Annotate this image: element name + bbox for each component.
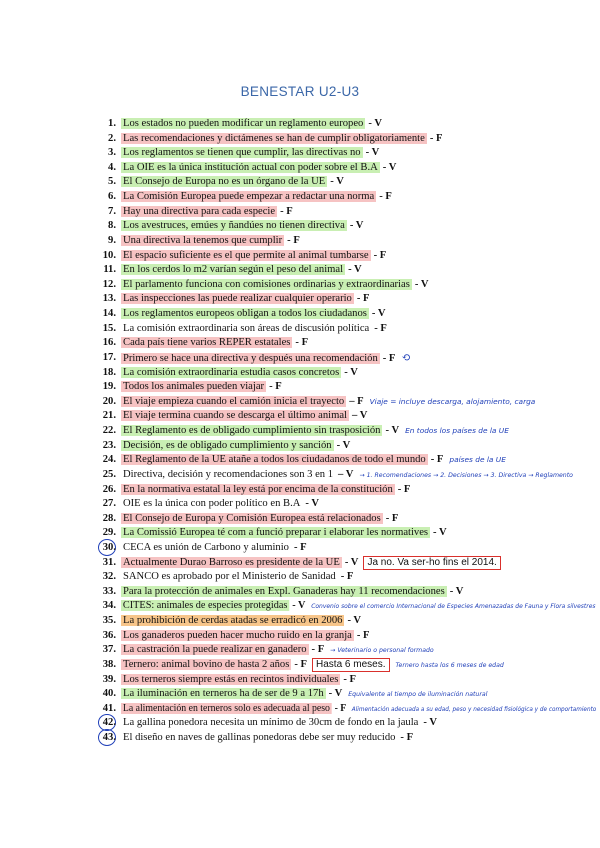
item-number: 29. (102, 527, 116, 539)
answer-label: - V (344, 556, 359, 568)
statement-text: Los ganaderos pueden hacer mucho ruido en la granja (123, 629, 352, 641)
refresh-icon: ⟲ (401, 351, 411, 364)
item-body (121, 614, 361, 629)
statement-text: El viaje termina cuando se descarga el último animal (123, 410, 347, 422)
item-body (121, 526, 447, 541)
item-number: 40. (102, 688, 116, 700)
correction-box: Ja no. Va ser-ho fins el 2014. (363, 556, 500, 570)
item-body (121, 439, 350, 454)
item-number: 34. (102, 600, 116, 612)
item-body (121, 716, 437, 731)
item-number: 36. (102, 629, 116, 641)
statement-text: Hay una directiva para cada especie (123, 205, 276, 217)
statement-text: Las recomendaciones y dictámenes se han de cumplir obligatoriamente (123, 132, 425, 144)
statement-text: SANCO es aprobado por el Ministerio de Sanidad (123, 571, 336, 583)
item-number: 11. (103, 264, 116, 276)
item-number: 16. (102, 337, 116, 349)
item-body (121, 658, 504, 674)
item-body (121, 351, 411, 367)
handwritten-note: → 1. Recomendaciones → 2. Decisiones → 3. Directiva → Reglamento (359, 471, 573, 479)
statement-text: Ternero: animal bovino de hasta 2 años (123, 658, 290, 670)
item-number: 31. (102, 556, 116, 568)
item-number: 41. (102, 702, 116, 714)
answer-label: - V (433, 527, 447, 539)
item-body (121, 132, 442, 147)
item-number: 7. (108, 205, 116, 217)
answer-label: - F (295, 337, 309, 349)
item-number: 13. (102, 293, 116, 305)
item-number: 33. (102, 585, 116, 597)
answer-label: - V (382, 161, 397, 173)
item-body (121, 395, 535, 410)
item-number: 39. (102, 673, 116, 685)
item-body (121, 278, 428, 293)
answer-label: - F (293, 541, 307, 553)
item-number: 8. (108, 220, 116, 232)
item-body (121, 629, 370, 644)
item-body (121, 219, 363, 234)
item-number: 32. (102, 571, 116, 583)
statement-text: Los estados no pueden modificar un reglamento europeo (123, 118, 364, 129)
item-number: 27. (102, 498, 116, 510)
answer-label: - F (311, 644, 325, 656)
item-number: 17. (102, 351, 116, 363)
answer-label: – V (338, 468, 354, 480)
handwritten-note: Alimentación adecuada a su edad, peso y necesidad fisiológica y de comportamiento (351, 705, 597, 713)
item-number: 14. (102, 308, 116, 320)
statement-text: Todos los animales pueden viajar (123, 381, 265, 393)
item-number: 1. (108, 118, 116, 129)
statement-text: Una directiva la tenemos que cumplir (123, 234, 283, 246)
item-body (121, 322, 387, 337)
statement-text: La castración la puede realizar en ganadero (123, 644, 307, 656)
item-number: 9. (108, 234, 116, 246)
answer-label: - F (374, 322, 387, 334)
statement-text: Decisión, es de obligado cumplimiento y sanción (123, 439, 332, 451)
item-body (121, 409, 367, 424)
item-number: 22. (102, 425, 116, 437)
item-number: 15. (102, 322, 116, 334)
item-number: 3. (108, 147, 116, 159)
statement-text: Primero se hace una directiva y después una recomendación (123, 352, 378, 364)
item-body (121, 599, 596, 615)
item-number: 2. (108, 132, 116, 144)
item-body (121, 424, 509, 439)
item-number: 4. (108, 161, 116, 173)
statement-text: El Consejo de Europa no es un órgano de la UE (123, 176, 326, 188)
handwritten-note: Equivalente al tiempo de iluminación natural (348, 691, 488, 699)
item-body (121, 117, 382, 132)
item-number: 42. (102, 717, 116, 729)
item-body (121, 585, 463, 600)
item-body (121, 263, 362, 278)
answer-label: - V (305, 498, 320, 510)
item-number: 18. (102, 366, 116, 378)
item-number: 35. (102, 615, 116, 627)
item-number: 37. (102, 644, 116, 656)
statement-text: La comisión extraordinaria estudia casos concretos (123, 366, 340, 378)
statement-text: La Comissió Europea té com a funció preparar i elaborar les normatives (123, 527, 429, 539)
answer-label: – F (349, 395, 364, 407)
answer-label: - F (294, 658, 308, 670)
item-body (121, 497, 319, 512)
statement-text: La alimentación en terneros solo es adecuada al peso (122, 702, 330, 714)
answer-label: - F (385, 512, 399, 524)
answer-label: - F (356, 293, 370, 305)
handwritten-note: países de la UE (449, 455, 506, 465)
statement-text: La Comisión Europea puede empezar a redactar una norma (123, 191, 375, 203)
item-body (121, 468, 573, 484)
item-body (121, 731, 413, 746)
statement-text: OIE es la única con poder político en B.A (123, 498, 301, 510)
statement-text: La comisión extraordinaria son áreas de discusión política (123, 322, 370, 334)
answer-label: - F (334, 702, 347, 714)
item-body (121, 541, 307, 556)
item-body (121, 249, 386, 264)
answer-label: - V (347, 615, 362, 627)
statement-text: Directiva, decisión y recomendaciones son 3 en 1 (123, 468, 334, 480)
statement-text: En la normativa estatal la ley está por encima de la constitución (123, 483, 393, 495)
item-body (121, 336, 308, 351)
answer-label: - F (429, 132, 443, 144)
handwritten-note: En todos los países de la UE (405, 426, 509, 436)
handwritten-note: → Veterinario o personal formado (330, 647, 434, 655)
item-number: 5. (108, 176, 116, 188)
item-number: 28. (102, 512, 116, 524)
item-number: 20. (102, 395, 116, 407)
answer-label: - F (356, 629, 370, 641)
handwritten-note: Ternero hasta los 6 meses de edad (395, 661, 504, 669)
item-body (121, 570, 353, 585)
answer-label: - F (379, 191, 392, 203)
answer-label: - V (368, 118, 382, 129)
answer-label: - V (328, 688, 343, 700)
item-body (121, 292, 370, 307)
statement-text: En los cerdos lo m2 varían según el peso del animal (123, 264, 344, 276)
statement-text: El Reglamento de la UE atañe a todos los ciudadanos de todo el mundo (123, 454, 426, 466)
answer-label: - V (371, 308, 386, 320)
item-number: 38. (102, 658, 116, 670)
item-body (121, 453, 506, 468)
statement-text: El viaje empieza cuando el camión inicia el trayecto (123, 395, 345, 407)
statement-text: La OIE es la única institución actual con poder sobre el B.A (123, 161, 378, 173)
statement-text: El espacio suficiente es el que permite al animal tumbarse (123, 249, 369, 261)
item-number: 30. (102, 541, 116, 553)
statement-text: La iluminación en terneros ha de ser de 9 a 17h (123, 688, 324, 700)
answer-label: - V (349, 220, 364, 232)
item-body (121, 366, 358, 381)
statement-text: La gallina ponedora necesita un mínimo de 30cm de fondo en la jaula (123, 717, 419, 729)
item-body (121, 307, 386, 322)
answer-label: - V (292, 600, 306, 612)
answer-label: - V (344, 366, 358, 378)
answer-label: - V (414, 278, 429, 290)
item-body (121, 702, 596, 718)
answer-label: - V (423, 717, 437, 729)
answer-label: - F (382, 352, 396, 364)
item-body (121, 190, 392, 205)
answer-label: - F (343, 673, 357, 685)
item-number: 10. (102, 249, 116, 261)
item-body (121, 673, 356, 688)
answer-label: - V (365, 147, 380, 159)
item-body (121, 556, 501, 571)
item-body (121, 161, 396, 176)
item-body (121, 512, 398, 527)
item-body (121, 687, 487, 703)
answer-label: - F (280, 205, 293, 217)
item-body (121, 234, 300, 249)
answer-label: - V (385, 425, 400, 437)
answer-label: - F (269, 381, 282, 393)
answer-label: - F (397, 483, 411, 495)
statement-text: Los terneros siempre estás en recintos individuales (123, 673, 339, 685)
statement-text: Los avestruces, emúes y ñandúes no tienen directiva (123, 220, 345, 232)
handwritten-note: Viaje = incluye descarga, alojamiento, carga (369, 396, 536, 406)
statement-text: Los reglamentos se tienen que cumplir, las directivas no (123, 147, 361, 159)
document-title: BENESTAR U2-U3 (240, 84, 360, 99)
correction-box: Hasta 6 meses. (312, 658, 389, 672)
item-body (121, 483, 410, 498)
statement-text: Cada país tiene varios REPER estatales (123, 337, 291, 349)
statement-text: La prohibición de cerdas atadas se erradicó en 2006 (123, 615, 343, 627)
answer-label: - V (449, 585, 464, 597)
answer-label: – V (351, 410, 368, 422)
statement-text: CITES: animales de especies protegidas (122, 600, 288, 612)
answer-label: - F (340, 571, 354, 583)
answer-label: - F (400, 732, 414, 744)
item-body (121, 643, 434, 659)
item-number: 6. (108, 191, 116, 203)
handwritten-note: Convenio sobre el comercio Internacional de Especies Amenazadas de Fauna y Flora silvestres (311, 603, 596, 611)
item-number: 26. (102, 483, 116, 495)
statement-text: El Consejo de Europa y Comisión Europea está relacionados (123, 512, 381, 524)
answer-label: - V (348, 264, 362, 276)
statement-text: El parlamento funciona con comisiones ordinarias y extraordinarias (123, 278, 410, 290)
item-number: 25. (102, 468, 116, 480)
answer-label: - F (430, 454, 444, 466)
item-number: 23. (102, 439, 116, 451)
item-body (121, 380, 282, 395)
item-number: 43. (102, 732, 116, 744)
item-number: 12. (102, 278, 116, 290)
answer-label: - V (330, 176, 344, 188)
statement-text: Las inspecciones las puede realizar cualquier operario (123, 293, 352, 305)
statement-text: CECA es unión de Carbono y aluminio (123, 541, 289, 553)
item-number: 19. (102, 381, 116, 393)
item-number: 24. (102, 454, 116, 466)
answer-label: - F (373, 249, 387, 261)
answer-label: - F (287, 234, 300, 246)
item-body (121, 175, 344, 190)
item-body (121, 146, 379, 161)
answer-label: - V (336, 439, 351, 451)
statement-text: Actualmente Durao Barroso es presidente de la UE (123, 556, 340, 568)
item-body (121, 205, 293, 220)
item-number: 21. (102, 410, 116, 422)
statement-text: Para la protección de animales en Expl. Ganaderas hay 11 recomendaciones (123, 585, 445, 597)
statement-text: El Reglamento es de obligado cumplimiento sin trasposición (123, 425, 381, 437)
statement-text: El diseño en naves de gallinas ponedoras debe ser muy reducido (123, 732, 396, 744)
statement-text: Los reglamentos europeos obligan a todos los ciudadanos (123, 308, 367, 320)
